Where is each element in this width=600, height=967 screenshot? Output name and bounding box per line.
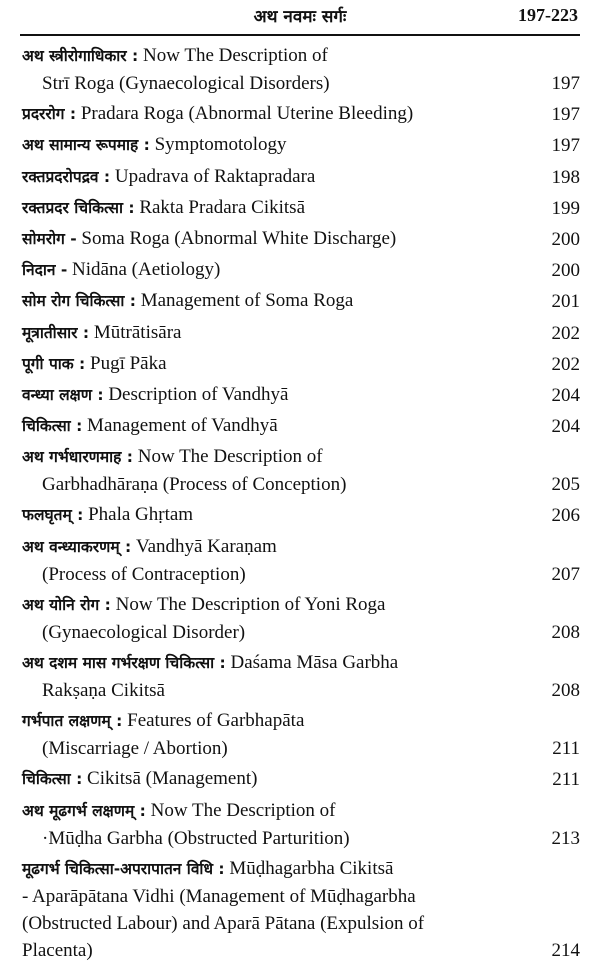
english-description: Rakṣaṇa Cikitsā — [42, 680, 165, 701]
page-number: 200 — [551, 260, 580, 282]
toc-entry — [22, 765, 580, 793]
page-number: 206 — [551, 505, 580, 527]
sanskrit-heading: अथ स्त्रीरोगाधिकार : — [22, 47, 139, 65]
toc-entry-line — [22, 501, 580, 529]
toc-entry-line — [22, 412, 580, 440]
toc-entry-line — [22, 471, 580, 498]
english-description: Now The Description of — [150, 799, 336, 821]
english-description: Upadrava of Raktapradara — [114, 165, 316, 187]
english-description: Soma Roga (Abnormal White Discharge) — [81, 227, 397, 249]
toc-entry-line — [22, 225, 580, 253]
sanskrit-heading: मूढगर्भ चिकित्सा-अपरापातन विधि : — [22, 859, 225, 878]
toc-entry-line — [22, 677, 580, 704]
english-description: Pugī Pāka — [90, 352, 167, 374]
page-number: 199 — [551, 197, 580, 219]
toc-entry — [22, 501, 580, 529]
toc-entry-line — [22, 765, 580, 793]
toc-entry-line — [22, 797, 580, 825]
english-description: ·Mūḍha Garbha (Obstructed Parturition) — [42, 827, 350, 849]
english-description: Pradara Roga (Abnormal Uterine Bleeding) — [80, 103, 414, 125]
english-description: Features of Garbhapāta — [127, 710, 305, 732]
toc-entry — [22, 381, 580, 409]
toc-entry-line — [22, 350, 580, 378]
toc-entry-line — [22, 937, 580, 964]
english-description: Strī Roga (Gynaecological Disorders) — [42, 73, 330, 94]
page-number: 213 — [551, 827, 580, 849]
english-description: (Obstructed Labour) and Aparā Pātana (Expulsion of — [22, 912, 425, 934]
toc-entry-line — [22, 131, 580, 159]
page-number: 204 — [551, 416, 580, 438]
toc-entry-line — [22, 561, 580, 588]
toc-entry-line — [22, 591, 580, 619]
toc-entry-line — [22, 256, 580, 284]
english-description: Garbhadhāraṇa (Process of Conception) — [42, 474, 347, 496]
toc-entry — [22, 194, 580, 222]
toc-entry — [22, 100, 580, 128]
english-description: Nidāna (Aetiology) — [72, 259, 221, 281]
english-description: (Process of Contraception) — [42, 563, 246, 585]
section-header — [0, 4, 600, 30]
english-description: Phala Ghṛtam — [88, 504, 194, 526]
toc-entry-line — [22, 42, 580, 70]
sanskrit-heading: रक्तप्रदरोपद्रव : — [22, 167, 111, 186]
sanskrit-heading: वन्ध्या लक्षण : — [22, 385, 104, 404]
page-number: 197 — [551, 73, 580, 94]
english-description: Description of Vandhyā — [108, 383, 289, 405]
english-description: Symptomotology — [154, 134, 287, 156]
english-description: Now The Description of Yoni Roga — [115, 593, 386, 615]
toc-entry — [22, 225, 580, 253]
sanskrit-heading: सोमरोग - — [22, 229, 77, 248]
toc-entry-line — [22, 533, 580, 561]
english-description: Mūtrātisāra — [93, 321, 182, 343]
toc-entry-line — [22, 287, 580, 315]
english-description: - Aparāpātana Vidhi (Management of Mūḍhagarbha — [22, 885, 416, 907]
toc-entry-line — [22, 100, 580, 128]
english-description: Now The Description of — [137, 446, 323, 468]
english-description: Now The Description of — [143, 45, 328, 66]
english-description: (Gynaecological Disorder) — [42, 621, 246, 643]
toc-entry-line — [22, 194, 580, 222]
toc-entry-line — [22, 163, 580, 191]
sanskrit-heading: अथ वन्ध्याकरणम् : — [22, 537, 132, 556]
toc-entry-line — [22, 735, 580, 762]
page-number: 197 — [551, 104, 580, 126]
english-description: Cikitsā (Management) — [87, 768, 258, 790]
page-number: 200 — [551, 228, 580, 250]
english-description: Management of Soma Roga — [140, 290, 354, 312]
sanskrit-heading: अथ मूढगर्भ लक्षणम् : — [22, 801, 146, 820]
sanskrit-heading: मूत्रातीसार : — [22, 323, 90, 342]
toc-entry — [22, 319, 580, 347]
sanskrit-heading: गर्भपात लक्षणम् : — [22, 712, 123, 731]
toc-entry-line — [22, 619, 580, 646]
toc-entry — [22, 707, 580, 762]
sanskrit-heading: फलघृतम् : — [22, 506, 84, 525]
sanskrit-heading: अथ गर्भधारणमाह : — [22, 448, 133, 467]
toc-entry — [22, 533, 580, 588]
page-number: 202 — [551, 322, 580, 344]
page-number: 197 — [551, 135, 580, 157]
sanskrit-heading: चिकित्सा : — [22, 417, 83, 436]
sanskrit-heading: निदान - — [22, 261, 68, 280]
toc-entry — [22, 350, 580, 378]
toc-entry — [22, 42, 580, 97]
toc-entry — [22, 591, 580, 646]
toc-entry-line — [22, 910, 580, 937]
page-number: 202 — [551, 353, 580, 375]
page-number: 208 — [551, 680, 580, 701]
page-number: 204 — [551, 384, 580, 406]
english-description: Daśama Māsa Garbha — [230, 652, 399, 673]
sanskrit-heading: पूगी पाक : — [22, 354, 86, 373]
sanskrit-heading: सोम रोग चिकित्सा : — [22, 292, 136, 311]
page-number: 211 — [552, 738, 580, 760]
toc-entry — [22, 443, 580, 498]
toc-entry-line — [22, 70, 580, 97]
header-rule — [20, 34, 580, 36]
toc-entry-line — [22, 319, 580, 347]
sanskrit-heading: अथ योनि रोग : — [22, 595, 111, 614]
english-description: Mūḍhagarbha Cikitsā — [229, 857, 394, 879]
toc-entry-line — [22, 649, 580, 677]
english-description: (Miscarriage / Abortion) — [42, 738, 228, 760]
page-number: 207 — [551, 563, 580, 585]
toc-entry — [22, 412, 580, 440]
page-number: 208 — [551, 621, 580, 643]
english-description: Management of Vandhyā — [87, 415, 278, 437]
toc-entry — [22, 131, 580, 159]
english-description: Vandhyā Karaṇam — [135, 535, 277, 557]
page-number: 211 — [552, 769, 580, 791]
toc-entry-line — [22, 381, 580, 409]
english-description: Placenta) — [22, 939, 93, 961]
toc-entry — [22, 797, 580, 852]
toc-entry-line — [22, 855, 580, 883]
sanskrit-heading: अथ सामान्य रूपमाह : — [22, 136, 150, 155]
page-number: 198 — [551, 166, 580, 188]
toc-entry-line — [22, 825, 580, 852]
toc-entry-line — [22, 883, 580, 910]
toc-entry — [22, 649, 580, 704]
english-description: Rakta Pradara Cikitsā — [139, 196, 306, 218]
sanskrit-heading: चिकित्सा : — [22, 770, 83, 789]
toc-entry — [22, 855, 580, 964]
toc-entry-line — [22, 707, 580, 735]
toc-entry-line — [22, 443, 580, 471]
toc-entry — [22, 287, 580, 315]
toc-entry — [22, 256, 580, 284]
toc-entry — [22, 163, 580, 191]
sanskrit-heading: अथ दशम मास गर्भरक्षण चिकित्सा : — [22, 654, 226, 672]
page-number: 214 — [551, 939, 580, 961]
page-number: 205 — [551, 474, 580, 496]
sanskrit-heading: प्रदररोग : — [22, 105, 77, 124]
table-of-contents — [22, 42, 580, 967]
section-page-range: 197-223 — [518, 5, 578, 25]
page-number: 201 — [551, 291, 580, 313]
sanskrit-heading: रक्तप्रदर चिकित्सा : — [22, 198, 135, 217]
section-title: अथ नवमः सर्गः — [253, 7, 347, 27]
